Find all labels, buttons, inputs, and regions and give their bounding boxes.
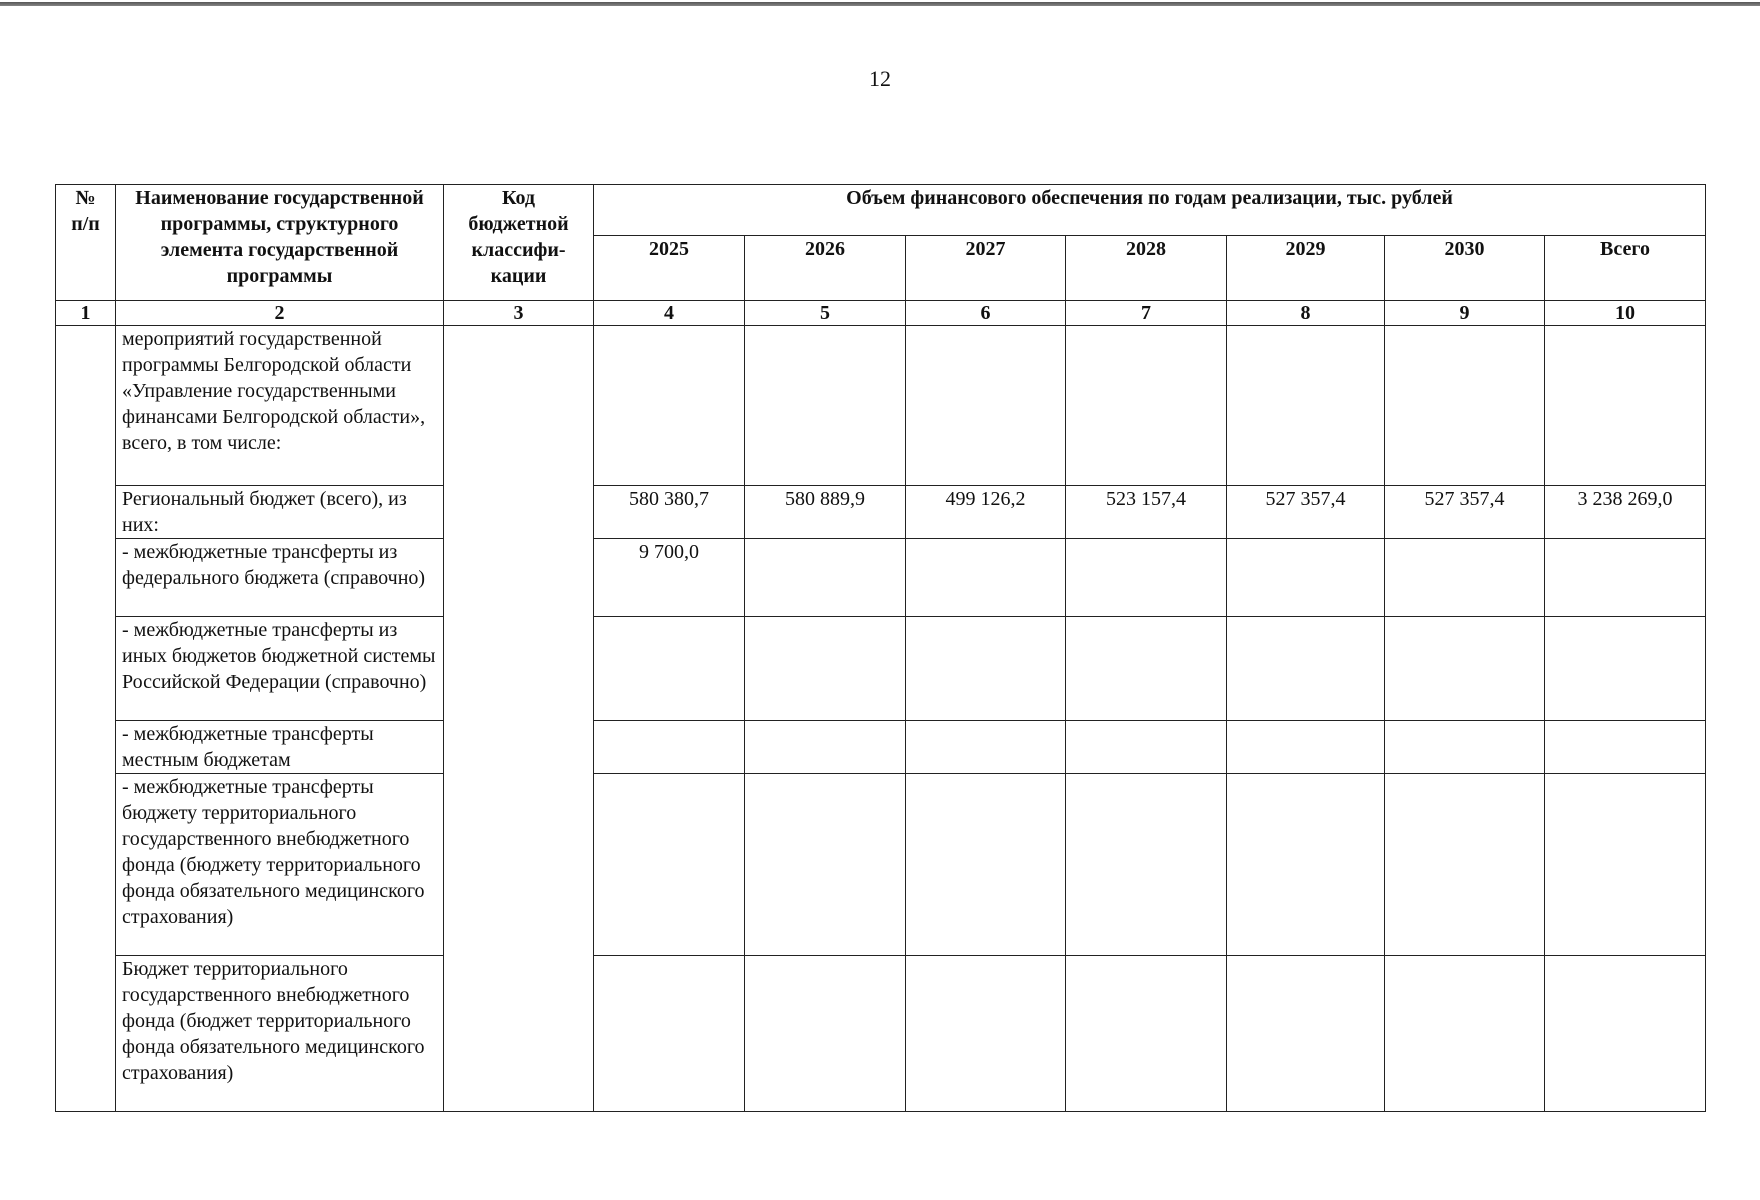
value-cell <box>1227 617 1385 721</box>
page-number: 12 <box>869 66 891 91</box>
table-row <box>56 486 1706 539</box>
table-row <box>56 617 1706 721</box>
row-name: - межбюджетные трансферты бюджету территориального государственного внебюджетного фонда (бюджету территориального фонда обязательного медицинского страхования) <box>116 774 444 956</box>
value-cell <box>906 956 1066 1112</box>
header-total: Всего <box>1545 236 1706 301</box>
header-year: 2030 <box>1385 236 1545 301</box>
value-cell <box>745 774 906 956</box>
column-index: 8 <box>1227 301 1385 326</box>
value-cell <box>906 539 1066 617</box>
value-cell <box>1385 956 1545 1112</box>
column-index: 9 <box>1385 301 1545 326</box>
header-volume: Объем финансового обеспечения по годам реализации, тыс. рублей <box>594 185 1706 236</box>
table-row <box>56 326 1706 486</box>
column-index: 2 <box>116 301 444 326</box>
budget-table <box>55 184 1706 1112</box>
value-cell <box>1066 956 1227 1112</box>
value-cell <box>594 326 745 486</box>
value-cell <box>1385 617 1545 721</box>
value-cell: 499 126,2 <box>906 486 1066 539</box>
value-cell <box>594 774 745 956</box>
column-index: 7 <box>1066 301 1227 326</box>
total-cell <box>1545 617 1706 721</box>
value-cell <box>1066 721 1227 774</box>
value-cell <box>745 721 906 774</box>
value-cell <box>594 956 745 1112</box>
row-name: - межбюджетные трансферты из иных бюджетов бюджетной системы Российской Федерации (справочно) <box>116 617 444 721</box>
header-year: 2029 <box>1227 236 1385 301</box>
value-cell <box>594 617 745 721</box>
row-name: Бюджет территориального государственного внебюджетного фонда (бюджет территориального фонда обязательного медицинского страхования) <box>116 956 444 1112</box>
value-cell: 527 357,4 <box>1385 486 1545 539</box>
row-name: Региональный бюджет (всего), из них: <box>116 486 444 539</box>
value-cell: 9 700,0 <box>594 539 745 617</box>
value-cell <box>1066 617 1227 721</box>
value-cell <box>1227 774 1385 956</box>
row-name: - межбюджетные трансферты местным бюджетам <box>116 721 444 774</box>
row-name: - межбюджетные трансферты из федерального бюджета (справочно) <box>116 539 444 617</box>
table-row <box>56 956 1706 1112</box>
header-year: 2026 <box>745 236 906 301</box>
value-cell: 523 157,4 <box>1066 486 1227 539</box>
row-number-cell <box>56 326 116 1112</box>
header-year: 2028 <box>1066 236 1227 301</box>
value-cell <box>906 617 1066 721</box>
value-cell <box>1385 774 1545 956</box>
value-cell <box>906 326 1066 486</box>
value-cell <box>906 774 1066 956</box>
column-index: 6 <box>906 301 1066 326</box>
value-cell <box>1385 721 1545 774</box>
value-cell: 580 380,7 <box>594 486 745 539</box>
value-cell <box>745 956 906 1112</box>
header-num: № п/п <box>56 185 116 301</box>
total-cell: 3 238 269,0 <box>1545 486 1706 539</box>
value-cell: 580 889,9 <box>745 486 906 539</box>
value-cell <box>1066 326 1227 486</box>
value-cell: 527 357,4 <box>1227 486 1385 539</box>
header-name: Наименование государственной программы, структурного элемента государственной программы <box>116 185 444 301</box>
value-cell <box>594 721 745 774</box>
header-code: Код бюджетной классифи-кации <box>444 185 594 301</box>
column-index: 10 <box>1545 301 1706 326</box>
value-cell <box>1066 774 1227 956</box>
header-year: 2025 <box>594 236 745 301</box>
table-row <box>56 774 1706 956</box>
column-index-row <box>56 301 1706 326</box>
total-cell <box>1545 774 1706 956</box>
header-row <box>56 185 1706 236</box>
column-index: 5 <box>745 301 906 326</box>
header-year: 2027 <box>906 236 1066 301</box>
budget-code-cell <box>444 326 594 1112</box>
value-cell <box>1227 326 1385 486</box>
value-cell <box>906 721 1066 774</box>
column-index: 3 <box>444 301 594 326</box>
column-index: 4 <box>594 301 745 326</box>
value-cell <box>745 617 906 721</box>
value-cell <box>1385 326 1545 486</box>
total-cell <box>1545 326 1706 486</box>
value-cell <box>1227 539 1385 617</box>
column-index: 1 <box>56 301 116 326</box>
value-cell <box>745 326 906 486</box>
value-cell <box>745 539 906 617</box>
value-cell <box>1385 539 1545 617</box>
total-cell <box>1545 956 1706 1112</box>
table-row <box>56 539 1706 617</box>
value-cell <box>1227 956 1385 1112</box>
row-name: мероприятий государственной программы Белгородской области «Управление государственными финансами Белгородской области», всего, в том числе: <box>116 326 444 486</box>
total-cell <box>1545 721 1706 774</box>
value-cell <box>1066 539 1227 617</box>
top-rule <box>0 2 1760 6</box>
total-cell <box>1545 539 1706 617</box>
table-row <box>56 721 1706 774</box>
value-cell <box>1227 721 1385 774</box>
